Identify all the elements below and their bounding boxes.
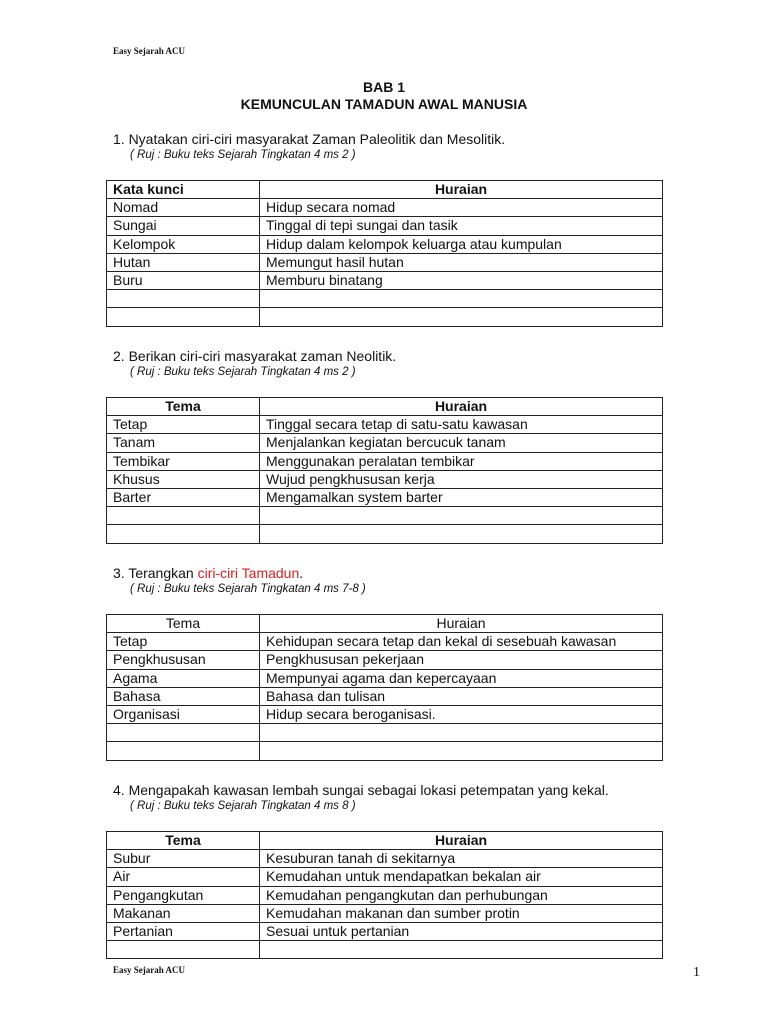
running-footer: Easy Sejarah ACU (113, 965, 186, 975)
question-2: 2. Berikan ciri-ciri masyarakat zaman Neolitik. (113, 348, 397, 364)
table-cell: Menggunakan peralatan tembikar (260, 452, 663, 470)
table-cell: Kemudahan untuk mendapatkan bekalan air (260, 868, 663, 886)
table-row (107, 235, 663, 253)
table-3 (106, 614, 663, 761)
column-header: Tema (107, 615, 260, 633)
table-cell: Kesuburan tanah di sekitarnya (260, 850, 663, 868)
table-header-row (107, 615, 663, 633)
table-cell: Kemudahan pengangkutan dan perhubungan (260, 886, 663, 904)
table-cell (260, 941, 663, 959)
table-cell: Bahasa dan tulisan (260, 687, 663, 705)
chapter-number: BAB 1 (362, 79, 405, 95)
table-cell: Tanam (107, 434, 260, 452)
table-2 (106, 397, 663, 544)
table-cell: Tinggal di tepi sungai dan tasik (260, 217, 663, 235)
table-row (107, 217, 663, 235)
table-cell (107, 507, 260, 525)
table-cell (107, 941, 260, 959)
table-row (107, 416, 663, 434)
reference-1: ( Ruj : Buku teks Sejarah Tingkatan 4 ms 2 ) (130, 149, 356, 161)
column-header: Huraian (260, 181, 663, 199)
table-row (107, 290, 663, 308)
table-1 (106, 180, 663, 327)
table-row (107, 922, 663, 940)
table-cell (260, 290, 663, 308)
table-cell: Tinggal secara tetap di satu-satu kawasan (260, 416, 663, 434)
table-cell: Pertanian (107, 922, 260, 940)
table-cell (107, 742, 260, 760)
reference-4: ( Ruj : Buku teks Sejarah Tingkatan 4 ms 8 ) (130, 800, 356, 812)
table-cell: Pengkhususan (107, 651, 260, 669)
page-number: 1 (693, 965, 700, 980)
table-header-row (107, 832, 663, 850)
table-cell: Memungut hasil hutan (260, 253, 663, 271)
table-cell: Khusus (107, 470, 260, 488)
table-row (107, 308, 663, 326)
table-cell: Hidup dalam kelompok keluarga atau kumpulan (260, 235, 663, 253)
table-row (107, 669, 663, 687)
table-cell: Mengamalkan system barter (260, 488, 663, 506)
table-header-row (107, 398, 663, 416)
table-cell: Menjalankan kegiatan bercucuk tanam (260, 434, 663, 452)
table-row (107, 253, 663, 271)
table-row (107, 651, 663, 669)
table-header-row (107, 181, 663, 199)
column-header: Kata kunci (107, 181, 260, 199)
table-row (107, 687, 663, 705)
table-cell: Hidup secara beroganisasi. (260, 705, 663, 723)
table-cell (260, 308, 663, 326)
table-cell (260, 525, 663, 543)
table-cell: Tetap (107, 633, 260, 651)
column-header: Huraian (260, 832, 663, 850)
table-cell: Tetap (107, 416, 260, 434)
table-cell: Subur (107, 850, 260, 868)
table-cell: Pengkhususan pekerjaan (260, 651, 663, 669)
table-row (107, 507, 663, 525)
table-cell: Pengangkutan (107, 886, 260, 904)
table-row (107, 886, 663, 904)
reference-2: ( Ruj : Buku teks Sejarah Tingkatan 4 ms 2 ) (130, 366, 356, 378)
table-row (107, 633, 663, 651)
table-cell: Agama (107, 669, 260, 687)
table-row (107, 271, 663, 289)
table-cell (107, 724, 260, 742)
table-row (107, 470, 663, 488)
table-cell: Sesuai untuk pertanian (260, 922, 663, 940)
table-cell: Barter (107, 488, 260, 506)
reference-3: ( Ruj : Buku teks Sejarah Tingkatan 4 ms 7-8 ) (130, 583, 366, 595)
table-row (107, 452, 663, 470)
table-cell (107, 290, 260, 308)
column-header: Tema (107, 832, 260, 850)
table-row (107, 488, 663, 506)
table-cell: Nomad (107, 199, 260, 217)
table-row (107, 868, 663, 886)
table-row (107, 525, 663, 543)
table-row (107, 941, 663, 959)
question-3-highlight: ciri-ciri Tamadun (197, 565, 300, 581)
table-row (107, 724, 663, 742)
table-row (107, 434, 663, 452)
table-cell: Organisasi (107, 705, 260, 723)
column-header: Huraian (260, 398, 663, 416)
table-cell (260, 507, 663, 525)
table-cell: Kemudahan makanan dan sumber protin (260, 904, 663, 922)
table-cell: Mempunyai agama dan kepercayaan (260, 669, 663, 687)
table-cell: Sungai (107, 217, 260, 235)
table-row (107, 904, 663, 922)
chapter-title: KEMUNCULAN TAMADUN AWAL MANUSIA (240, 96, 528, 112)
table-cell: Kehidupan secara tetap dan kekal di sesebuah kawasan (260, 633, 663, 651)
table-cell: Kelompok (107, 235, 260, 253)
table-4 (106, 831, 663, 959)
table-cell: Makanan (107, 904, 260, 922)
table-cell (107, 308, 260, 326)
column-header: Tema (107, 398, 260, 416)
question-4: 4. Mengapakah kawasan lembah sungai sebagai lokasi petempatan yang kekal. (113, 782, 609, 798)
running-header: Easy Sejarah ACU (113, 46, 186, 56)
question-1: 1. Nyatakan ciri-ciri masyarakat Zaman Paleolitik dan Mesolitik. (113, 131, 506, 147)
question-3-prefix: 3. Terangkan (113, 565, 198, 581)
column-header: Huraian (260, 615, 663, 633)
table-row (107, 850, 663, 868)
table-cell: Memburu binatang (260, 271, 663, 289)
table-cell: Air (107, 868, 260, 886)
table-cell: Buru (107, 271, 260, 289)
table-cell (260, 724, 663, 742)
table-cell: Hidup secara nomad (260, 199, 663, 217)
table-cell: Tembikar (107, 452, 260, 470)
table-cell: Wujud pengkhususan kerja (260, 470, 663, 488)
table-cell (260, 742, 663, 760)
table-row (107, 705, 663, 723)
question-3-suffix: . (299, 565, 304, 581)
table-cell: Hutan (107, 253, 260, 271)
table-row (107, 742, 663, 760)
table-cell (107, 525, 260, 543)
question-3 (113, 565, 303, 581)
table-row (107, 199, 663, 217)
table-cell: Bahasa (107, 687, 260, 705)
